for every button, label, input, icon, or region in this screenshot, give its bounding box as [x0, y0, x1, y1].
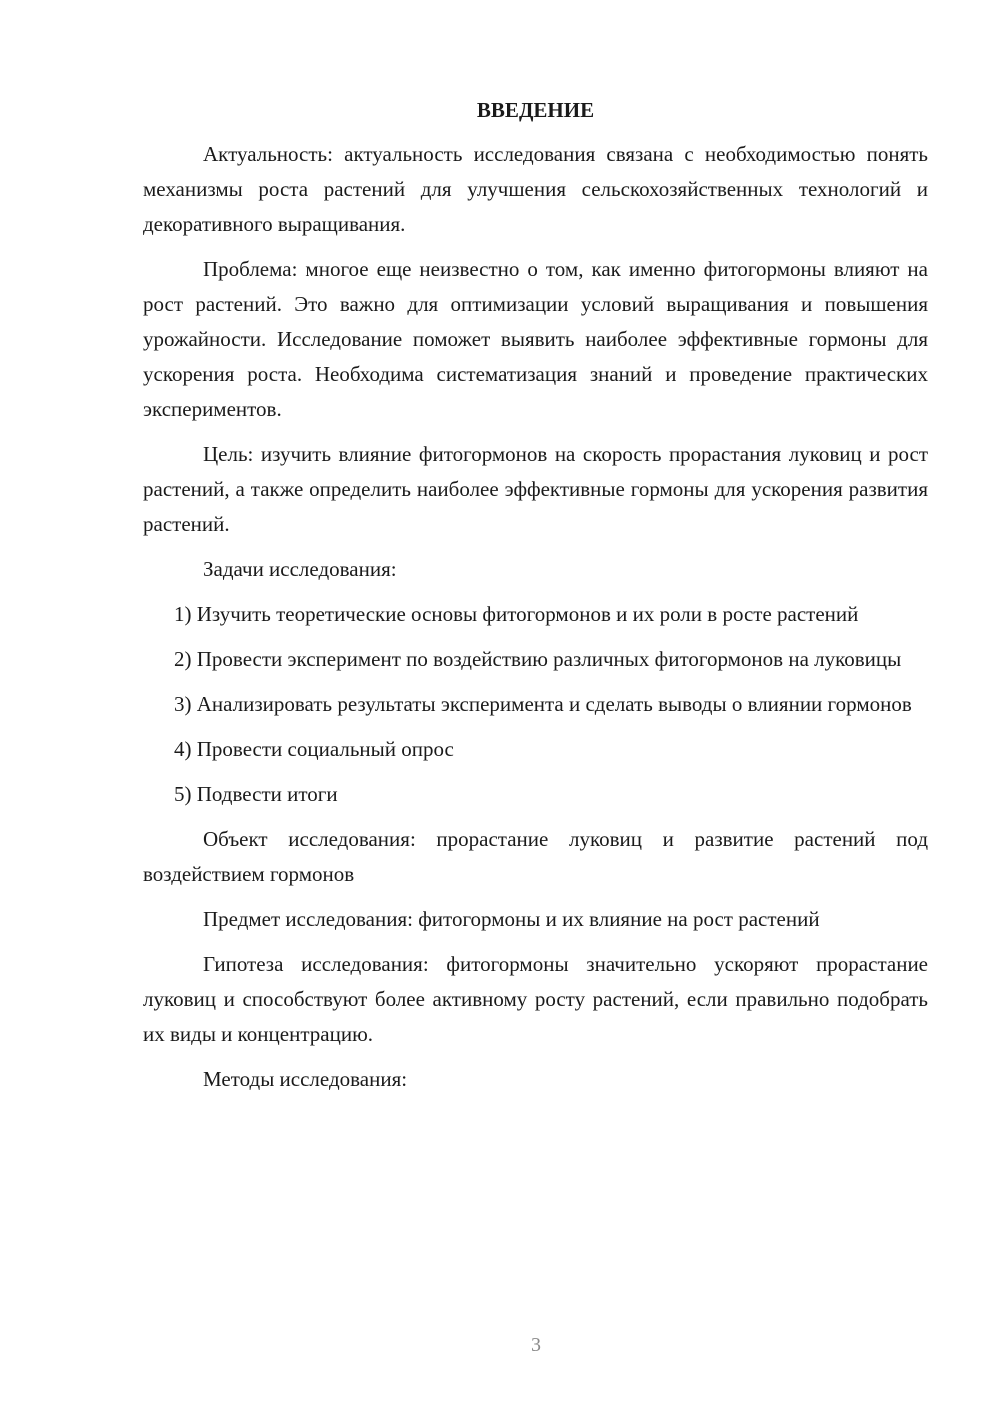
- task-item-3: 3) Анализировать результаты эксперимента и сделать выводы о влиянии гормонов: [174, 692, 912, 716]
- page-number: 3: [531, 1334, 541, 1356]
- task-item-5: 5) Подвести итоги: [174, 782, 338, 806]
- page-content: [143, 93, 928, 1107]
- methods-paragraph: Методы исследования:: [203, 1067, 408, 1091]
- section-title: ВВЕДЕНИЕ: [476, 98, 595, 122]
- subject-paragraph: Предмет исследования: фитогормоны и их влияние на рост растений: [203, 907, 820, 931]
- problem-paragraph: Проблема: многое еще неизвестно о том, как именно фитогормоны влияют на рост растений. Это важно для оптимизации условий выращивания и повышения урожайности. Исследование поможет выявить наиболее эффективные гормоны для ускорения роста. Необходима систематизация знаний и проведение практических экспериментов.: [143, 257, 928, 421]
- hypothesis-paragraph: Гипотеза исследования: фитогормоны значительно ускоряют прорастание луковиц и способствуют более активному росту растений, если правильно подобрать их виды и концентрацию.: [143, 952, 928, 1046]
- task-item-2: 2) Провести эксперимент по воздействию различных фитогормонов на луковицы: [174, 647, 902, 671]
- task-item-4: 4) Провести социальный опрос: [174, 737, 454, 761]
- tasks-heading: Задачи исследования:: [203, 557, 397, 581]
- object-paragraph: Объект исследования: прорастание луковиц и развитие растений под воздействием гормонов: [143, 827, 928, 886]
- relevance-paragraph: Актуальность: актуальность исследования связана с необходимостью понять механизмы роста растений для улучшения сельскохозяйственных технологий и декоративного выращивания.: [143, 142, 928, 236]
- goal-paragraph: Цель: изучить влияние фитогормонов на скорость прорастания луковиц и рост растений, а также определить наиболее эффективные гормоны для ускорения развития растений.: [143, 442, 928, 536]
- task-item-1: 1) Изучить теоретические основы фитогормонов и их роли в росте растений: [174, 602, 859, 626]
